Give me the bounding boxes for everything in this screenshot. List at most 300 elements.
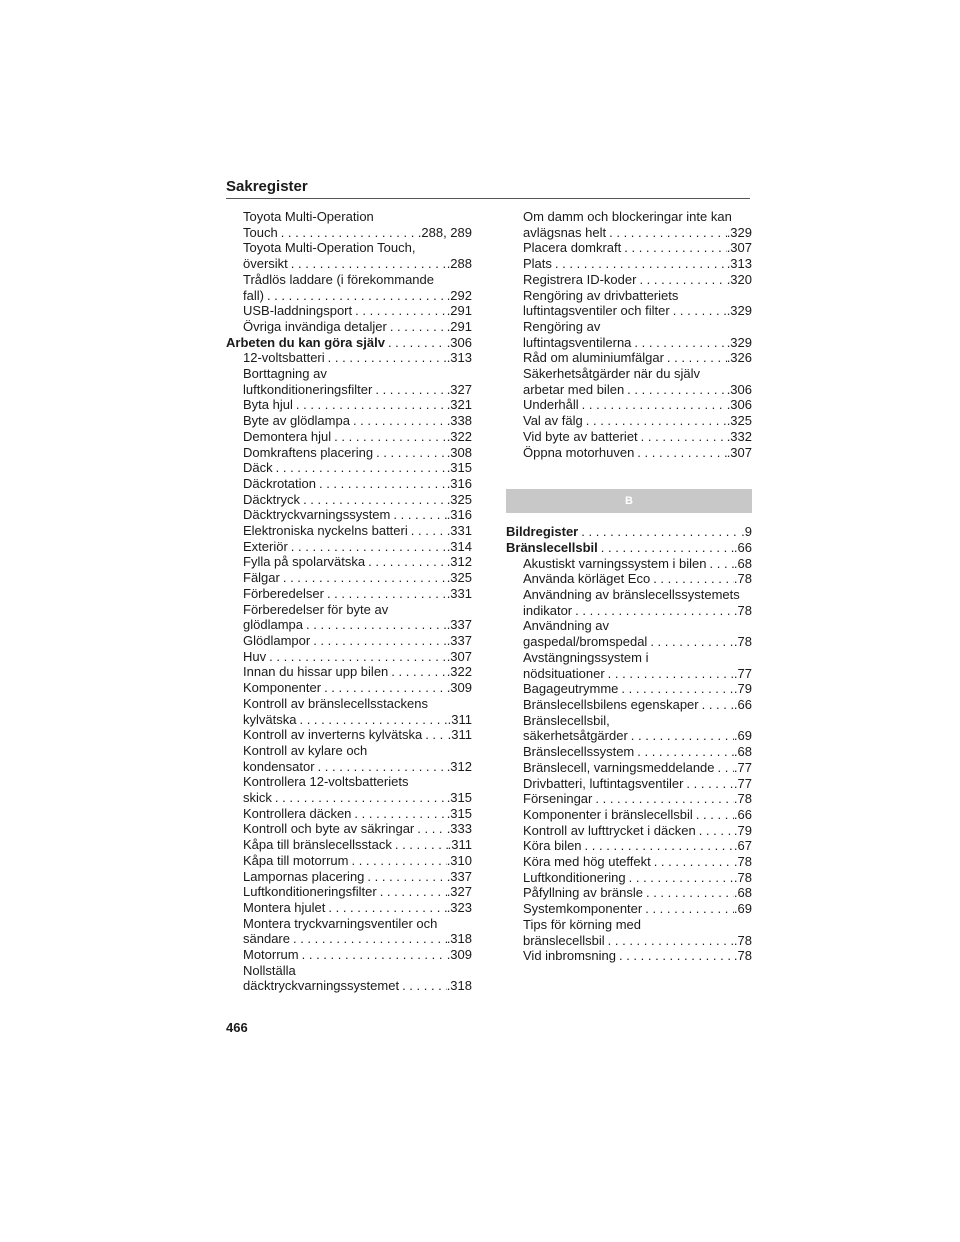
dot-leader [650, 571, 734, 587]
entry-label: gaspedal/bromspedal [523, 634, 648, 650]
dot-leader [348, 853, 446, 869]
entry-page-ref: .333 [446, 821, 472, 837]
entry-label: Komponenter i bränslecellsbil [523, 806, 693, 822]
entry-page-ref: .78 [733, 854, 752, 870]
index-sub-entry [506, 225, 752, 241]
dot-leader [310, 633, 446, 649]
index-sub-entry [506, 885, 752, 901]
entry-page-ref: .326 [726, 350, 752, 366]
entry-label: Köra med hög uteffekt [523, 854, 651, 870]
entry-label: avlägsnas helt [523, 224, 607, 240]
index-sub-entry [506, 571, 752, 587]
index-entry-line: Tips för körning med [523, 916, 642, 932]
entry-label: Demontera hjul [243, 428, 332, 444]
index-entry-line: Nollställa [243, 962, 296, 978]
entry-label: Bränslecellssystem [523, 744, 635, 760]
index-sub-entry [506, 807, 752, 823]
entry-page-ref: .310 [446, 852, 472, 868]
dot-leader [278, 225, 418, 241]
index-sub-entry [226, 633, 472, 649]
entry-label: skick [243, 790, 272, 806]
entry-label: Byta hjul [243, 397, 293, 413]
entry-label: Domkraftens placering [243, 444, 374, 460]
entry-page-ref: .68 [733, 555, 752, 571]
index-main-entry [506, 540, 752, 556]
entry-page-ref: .288 [446, 256, 472, 272]
index-sub-entry [226, 445, 472, 461]
entry-label: Kontroll av lufttrycket i däcken [523, 822, 696, 838]
entry-page-ref: .78 [733, 932, 752, 948]
entry-page-ref: .325 [446, 491, 472, 507]
entry-label: Lampornas placering [243, 868, 365, 884]
entry-label: Registrera ID-koder [523, 271, 637, 287]
entry-label: Kåpa till bränslecellsstack [243, 837, 392, 853]
entry-page-ref: .291 [446, 318, 472, 334]
entry-label: Systemkomponenter [523, 901, 643, 917]
dot-leader [647, 634, 734, 650]
entry-label: Elektroniska nyckelns batteri [243, 523, 408, 539]
entry-label: Förseningar [523, 791, 593, 807]
entry-label: luftintagsventiler och filter [523, 303, 670, 319]
dot-leader [670, 303, 727, 319]
entry-label: Underhåll [523, 397, 579, 413]
index-sub-entry [226, 507, 472, 523]
index-sub-entry [506, 760, 752, 776]
index-entry-line: Säkerhetsåtgärder när du själv [523, 366, 701, 382]
entry-page-ref: .308 [446, 444, 472, 460]
dot-leader [578, 524, 741, 540]
entry-page-ref: .318 [446, 978, 472, 994]
index-sub-entry [226, 303, 472, 319]
entry-page-ref: .322 [446, 428, 472, 444]
index-sub-entry [226, 492, 472, 508]
entry-page-ref: .315 [446, 790, 472, 806]
entry-page-ref: .316 [446, 475, 472, 491]
index-sub-entry [226, 617, 472, 633]
entry-page-ref: .78 [733, 948, 752, 964]
dot-leader [272, 790, 447, 806]
dot-leader [634, 744, 734, 760]
page-number: 466 [226, 1020, 248, 1035]
entry-label: Innan du hissar upp bilen [243, 664, 389, 680]
dot-leader [288, 256, 447, 272]
dot-leader [552, 256, 727, 272]
entry-page-ref: .325 [726, 413, 752, 429]
entry-page-ref: .288, 289 [417, 224, 472, 240]
index-main-entry [226, 335, 472, 351]
entry-label: Öppna motorhuven [523, 444, 635, 460]
entry-label: Råd om aluminiumfälgar [523, 350, 664, 366]
entry-page-ref: .318 [446, 931, 472, 947]
index-entry-line: Rengöring av [523, 318, 601, 334]
entry-page-ref: .66 [733, 539, 752, 555]
dot-leader [572, 603, 734, 619]
index-entry-line: Förberedelser för byte av [243, 601, 389, 617]
dot-leader [664, 350, 727, 366]
entry-page-ref: .311 [447, 837, 472, 853]
entry-page-ref: .67 [733, 838, 752, 854]
index-sub-entry [226, 900, 472, 916]
dot-leader [643, 885, 734, 901]
entry-page-ref: .307 [726, 240, 752, 256]
index-sub-entry [506, 445, 752, 461]
entry-label: Arbeten du kan göra själv [226, 334, 385, 350]
entry-label: Luftkonditionering [523, 869, 626, 885]
entry-page-ref: .327 [446, 884, 472, 900]
entry-label: Övriga invändiga detaljer [243, 318, 387, 334]
entry-page-ref: .291 [446, 303, 472, 319]
dot-leader [638, 429, 727, 445]
dot-leader [364, 869, 446, 885]
index-sub-entry [226, 712, 472, 728]
dot-leader [621, 240, 726, 256]
entry-label: kondensator [243, 758, 315, 774]
entry-page-ref: .77 [733, 759, 752, 775]
entry-label: sändare [243, 931, 290, 947]
dot-leader [303, 617, 447, 633]
entry-label: glödlampa [243, 617, 303, 633]
entry-label: Bildregister [506, 524, 579, 540]
dot-leader [266, 649, 447, 665]
entry-label: Kontroll och byte av säkringar [243, 821, 415, 837]
index-sub-entry [226, 931, 472, 947]
index-sub-entry [226, 759, 472, 775]
entry-page-ref: .337 [446, 617, 472, 633]
index-sub-entry [226, 806, 472, 822]
dot-leader [288, 539, 447, 555]
index-sub-entry [506, 666, 752, 682]
entry-page-ref: .332 [726, 428, 752, 444]
index-sub-entry [506, 870, 752, 886]
entry-label: Val av fälg [523, 413, 583, 429]
index-sub-entry [506, 901, 752, 917]
entry-label: Påfyllning av bränsle [523, 885, 643, 901]
dot-leader [696, 823, 734, 839]
index-sub-entry [506, 240, 752, 256]
entry-page-ref: .312 [446, 554, 472, 570]
entry-label: Vid inbromsning [523, 948, 616, 964]
index-sub-entry [226, 319, 472, 335]
index-sub-entry [226, 523, 472, 539]
dot-leader [325, 350, 447, 366]
entry-label: Drivbatteri, luftintagsventiler [523, 775, 684, 791]
entry-label: Bagageutrymme [523, 681, 619, 697]
entry-label: Förberedelser [243, 585, 324, 601]
index-sub-entry [506, 744, 752, 760]
dot-leader [390, 507, 446, 523]
index-sub-entry [506, 397, 752, 413]
entry-page-ref: .78 [733, 571, 752, 587]
entry-label: arbetar med bilen [523, 381, 625, 397]
index-sub-entry [226, 853, 472, 869]
index-entry-line: Borttagning av [243, 366, 327, 382]
index-sub-entry [506, 634, 752, 650]
index-sub-entry [506, 603, 752, 619]
entry-label: översikt [243, 256, 288, 272]
index-sub-entry [226, 947, 472, 963]
entry-page-ref: .311 [447, 727, 472, 743]
index-sub-entry [506, 681, 752, 697]
entry-page-ref: .314 [446, 538, 472, 554]
entry-label: USB-laddningsport [243, 303, 353, 319]
dot-leader [372, 382, 446, 398]
dot-leader [293, 397, 447, 413]
entry-page-ref: .9 [741, 524, 752, 540]
entry-page-ref: .79 [733, 681, 752, 697]
index-entry-line: Om damm och blockeringar inte kan [523, 209, 732, 224]
index-column-left [226, 209, 472, 994]
dot-leader [616, 948, 734, 964]
dot-leader [642, 901, 734, 917]
index-sub-entry [226, 821, 472, 837]
dot-leader [634, 445, 726, 461]
index-entry-line: Kontroll av kylare och [243, 742, 368, 758]
dot-leader [377, 884, 447, 900]
index-sub-entry [226, 429, 472, 445]
entry-label: Däck [243, 460, 273, 476]
index-sub-entry [226, 413, 472, 429]
dot-leader [280, 570, 447, 586]
index-sub-entry [506, 948, 752, 964]
index-column-right [506, 209, 752, 964]
dot-leader [385, 335, 447, 351]
dot-leader [296, 712, 447, 728]
section-letter-bar: B [506, 489, 752, 513]
entry-label: fall) [243, 287, 264, 303]
dot-leader [387, 319, 447, 335]
entry-label: Huv [243, 648, 267, 664]
entry-page-ref: .306 [726, 381, 752, 397]
entry-page-ref: .312 [446, 758, 472, 774]
entry-page-ref: .331 [446, 585, 472, 601]
index-entry-line: Användning av [523, 618, 610, 634]
dot-leader [583, 413, 727, 429]
entry-page-ref: .329 [726, 334, 752, 350]
dot-leader [606, 225, 727, 241]
index-sub-entry [226, 476, 472, 492]
dot-leader [365, 554, 447, 570]
entry-label: Motorrum [243, 947, 299, 963]
entry-page-ref: .315 [446, 460, 472, 476]
entry-label: Bränslecell, varningsmeddelande [523, 759, 715, 775]
entry-label: Fylla på spolarvätska [243, 554, 366, 570]
index-entry-line: Användning av bränslecellssystemets [523, 587, 740, 603]
dot-leader [598, 540, 734, 556]
entry-label: Touch [243, 224, 278, 240]
entry-label: Glödlampor [243, 632, 311, 648]
dot-leader [699, 697, 734, 713]
index-sub-entry [506, 303, 752, 319]
entry-page-ref: .78 [733, 602, 752, 618]
entry-page-ref: .79 [733, 822, 752, 838]
dot-leader [399, 978, 447, 994]
dot-leader [579, 397, 727, 413]
index-sub-entry [226, 570, 472, 586]
entry-page-ref: .337 [446, 868, 472, 884]
dot-leader [351, 806, 446, 822]
entry-label: Fälgar [243, 570, 280, 586]
entry-label: Använda körläget Eco [523, 571, 651, 587]
index-sub-entry [226, 790, 472, 806]
entry-label: Däcktryckvarningssystem [243, 507, 391, 523]
index-main-entry [506, 524, 752, 540]
dot-leader [325, 900, 446, 916]
entry-page-ref: .315 [446, 805, 472, 821]
dot-leader [693, 807, 734, 823]
dot-leader [331, 429, 447, 445]
index-entry-line: Avstängningssystem i [523, 649, 649, 665]
entry-label: bränslecellsbil [523, 932, 605, 948]
dot-leader [315, 759, 447, 775]
entry-page-ref: .69 [733, 901, 752, 917]
index-sub-entry [506, 933, 752, 949]
entry-page-ref: .311 [447, 711, 472, 727]
dot-leader [316, 476, 447, 492]
dot-leader [605, 666, 734, 682]
entry-label: Komponenter [243, 680, 322, 696]
entry-label: Bränslecellsbilens egenskaper [523, 696, 699, 712]
index-sub-entry [226, 978, 472, 994]
entry-page-ref: .321 [446, 397, 472, 413]
entry-page-ref: .292 [446, 287, 472, 303]
entry-page-ref: .329 [726, 224, 752, 240]
entry-page-ref: .78 [733, 634, 752, 650]
entry-page-ref: .307 [446, 648, 472, 664]
entry-page-ref: .325 [446, 570, 472, 586]
index-sub-entry [506, 272, 752, 288]
index-entry-line: Trådlös laddare (i förekommande [243, 271, 434, 287]
entry-label: indikator [523, 602, 573, 618]
dot-leader [605, 933, 734, 949]
entry-page-ref: .78 [733, 869, 752, 885]
entry-page-ref: .323 [446, 899, 472, 915]
index-sub-entry [506, 350, 752, 366]
index-sub-entry [226, 460, 472, 476]
index-sub-entry [226, 664, 472, 680]
dot-leader [592, 791, 734, 807]
entry-label: säkerhetsåtgärder [523, 728, 628, 744]
entry-label: Vid byte av batteriet [523, 428, 638, 444]
entry-page-ref: .309 [446, 947, 472, 963]
entry-page-ref: .69 [733, 728, 752, 744]
entry-label: 12-voltsbatteri [243, 350, 325, 366]
dot-leader [715, 760, 734, 776]
entry-page-ref: .320 [726, 271, 752, 287]
dot-leader [300, 492, 447, 508]
entry-page-ref: .306 [446, 334, 472, 350]
entry-label: Kontroll av inverterns kylvätska [243, 727, 423, 743]
entry-page-ref: .329 [726, 303, 752, 319]
index-sub-entry [506, 854, 752, 870]
entry-label: Köra bilen [523, 838, 582, 854]
entry-page-ref: .68 [733, 885, 752, 901]
entry-label: kylvätska [243, 711, 297, 727]
entry-label: luftintagsventilerna [523, 334, 632, 350]
dot-leader [626, 870, 734, 886]
entry-page-ref: .77 [733, 775, 752, 791]
dot-leader [408, 523, 447, 539]
dot-leader [350, 413, 447, 429]
entry-label: Exteriör [243, 538, 288, 554]
entry-label: nödsituationer [523, 665, 605, 681]
entry-label: luftkonditioneringsfilter [243, 381, 373, 397]
entry-label: Byte av glödlampa [243, 413, 350, 429]
entry-label: Placera domkraft [523, 240, 622, 256]
index-sub-entry [226, 727, 472, 743]
entry-label: Däcktryck [243, 491, 301, 507]
dot-leader [273, 460, 447, 476]
dot-leader [582, 838, 734, 854]
dot-leader [707, 556, 734, 572]
index-sub-entry [226, 680, 472, 696]
dot-leader [321, 680, 447, 696]
dot-leader [414, 821, 446, 837]
index-sub-entry [506, 728, 752, 744]
entry-page-ref: .78 [733, 791, 752, 807]
page-title: Sakregister [226, 178, 308, 195]
index-sub-entry [506, 791, 752, 807]
dot-leader [388, 664, 446, 680]
entry-label: Akustiskt varningssystem i bilen [523, 555, 707, 571]
dot-leader [683, 776, 734, 792]
entry-page-ref: .316 [446, 507, 472, 523]
dot-leader [631, 335, 726, 351]
index-sub-entry [506, 256, 752, 272]
index-sub-entry [506, 335, 752, 351]
dot-leader [651, 854, 734, 870]
dot-leader [392, 837, 448, 853]
entry-page-ref: .66 [733, 806, 752, 822]
index-sub-entry [506, 823, 752, 839]
dot-leader [264, 288, 447, 304]
entry-label: Däckrotation [243, 475, 316, 491]
entry-page-ref: .327 [446, 381, 472, 397]
index-entry-line: Rengöring av drivbatteriets [523, 287, 679, 303]
entry-page-ref: .338 [446, 413, 472, 429]
entry-page-ref: .322 [446, 664, 472, 680]
index-sub-entry [226, 869, 472, 885]
index-sub-entry [506, 382, 752, 398]
dot-leader [290, 931, 447, 947]
index-sub-entry [226, 288, 472, 304]
index-sub-entry [506, 556, 752, 572]
entry-page-ref: .77 [733, 665, 752, 681]
index-sub-entry [506, 776, 752, 792]
dot-leader [422, 727, 447, 743]
entry-page-ref: .331 [446, 523, 472, 539]
index-sub-entry [226, 350, 472, 366]
index-entry-line: Toyota Multi-Operation [243, 209, 374, 224]
entry-label: Kontrollera däcken [243, 805, 352, 821]
entry-page-ref: .307 [726, 444, 752, 460]
index-sub-entry [226, 256, 472, 272]
index-sub-entry [226, 837, 472, 853]
entry-page-ref: .337 [446, 632, 472, 648]
index-sub-entry [226, 225, 472, 241]
index-sub-entry [226, 649, 472, 665]
dot-leader [618, 681, 734, 697]
dot-leader [324, 586, 447, 602]
entry-page-ref: .309 [446, 680, 472, 696]
index-sub-entry [226, 586, 472, 602]
entry-label: däcktryckvarningssystemet [243, 978, 400, 994]
dot-leader [636, 272, 726, 288]
index-sub-entry [506, 429, 752, 445]
entry-page-ref: .313 [446, 350, 472, 366]
index-sub-entry [506, 697, 752, 713]
index-sub-entry [506, 838, 752, 854]
index-entry-line: Kontrollera 12-voltsbatteriets [243, 774, 409, 790]
